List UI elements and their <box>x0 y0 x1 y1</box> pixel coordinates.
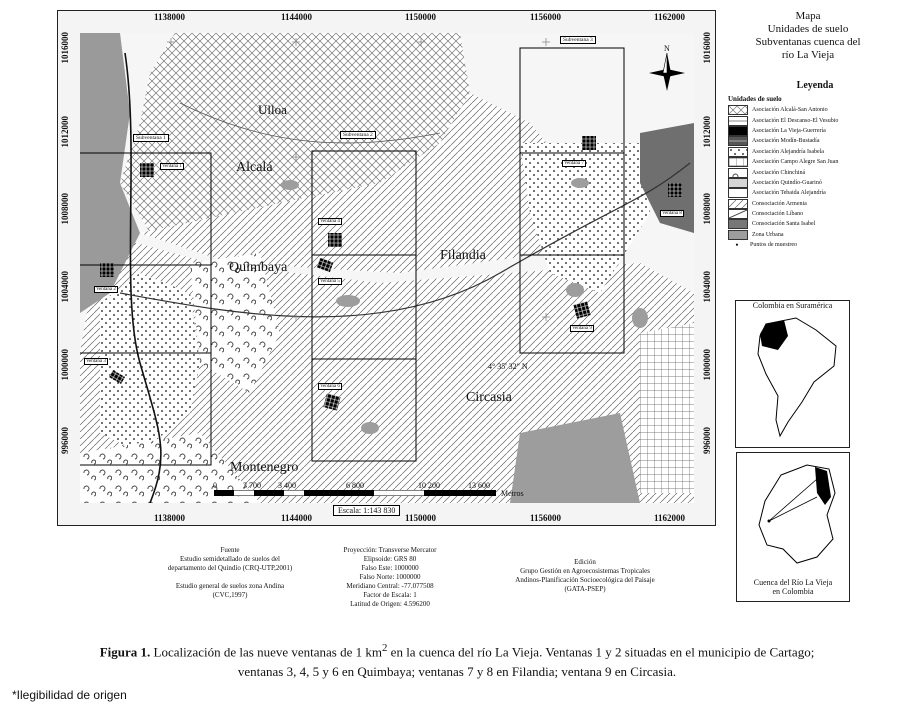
top-tick: 1138000 <box>154 12 186 22</box>
left-tick: 1004000 <box>60 271 70 303</box>
scale-unit: Metros <box>501 489 524 498</box>
top-tick: 1162000 <box>654 12 686 22</box>
figure-caption <box>0 638 914 682</box>
legend-label: Consociación Armenia <box>752 200 807 207</box>
south-america-map <box>736 310 847 440</box>
legend-label: Asociación Tebaida Alejandría <box>752 190 826 197</box>
legend <box>726 80 904 290</box>
window-label: Ventana 3 <box>86 359 106 364</box>
sampling-point-icon: • <box>735 240 739 251</box>
bottom-tick: 1150000 <box>405 513 437 523</box>
window-label: Ventana 2 <box>96 287 116 292</box>
legend-label: Asociación Modín-Bustadía <box>752 138 820 145</box>
place-label: Filandia <box>440 248 486 263</box>
caption-text: en la cuenca del río La Vieja. Ventanas 1 y 2 situadas en el municipio de Cartago; <box>387 644 815 660</box>
legend-label: Zona Urbana <box>752 231 784 238</box>
projection-note: Proyección: Transverse Mercator Elipsoide: GRS 80 Falso Este: 1000000 Falso Norte: 1000000 Meridiano Central: -77.077508 Factor de Escala: 1 Latitud de Origen: 4.596200 <box>343 546 437 608</box>
legend-label: Asociación Chinchiná <box>752 169 806 176</box>
legend-item <box>726 115 904 125</box>
legend-item <box>726 230 904 240</box>
caption-text: ventanas 3, 4, 5 y 6 en Quimbaya; ventanas 7 y 8 en Filandia; ventana 9 en Circasia. <box>237 664 677 680</box>
colombia-map <box>737 453 847 573</box>
legend-label: Consociación Santa Isabel <box>752 221 816 228</box>
legend-label: Asociación El Descanso-El Vesubio <box>752 117 839 124</box>
window-label: Ventana 8 <box>662 211 682 216</box>
right-tick: 1004000 <box>702 271 712 303</box>
right-tick: 1012000 <box>702 116 712 148</box>
coordinate-label: 4° 35' 32" N <box>488 362 528 371</box>
top-tick: 1156000 <box>530 12 562 22</box>
left-tick: 1000000 <box>60 349 70 381</box>
legend-item <box>726 147 904 157</box>
legend-item <box>726 157 904 167</box>
inset-colombia <box>736 452 850 602</box>
subwindow-label: Subventana 3 <box>560 36 596 44</box>
place-label: Quimbaya <box>229 260 288 275</box>
scale-ratio: Escala: 1:143 830 <box>333 505 400 516</box>
legend-label: Consociación Líbano <box>752 211 804 218</box>
scale-tick: 0 <box>213 481 217 490</box>
north-label: N <box>664 44 670 53</box>
legend-item <box>726 178 904 188</box>
soil-map <box>80 33 694 503</box>
right-tick: 1016000 <box>702 32 712 64</box>
scale-tick: 3 700 <box>243 481 261 490</box>
left-tick: 1012000 <box>60 116 70 148</box>
left-tick: 1008000 <box>60 193 70 225</box>
legend-item <box>726 240 904 250</box>
legend-item <box>726 209 904 219</box>
legend-item <box>726 126 904 136</box>
window-label: Ventana 6 <box>320 384 340 389</box>
edition-note: Edición Grupo Gestión en Agroecosistemas Tropicales Andinos-Planificación Socioecológica del Paisaje (GATA-PSEP) <box>515 558 655 593</box>
legend-item <box>726 188 904 198</box>
legend-item <box>726 136 904 146</box>
map-title-text: Mapa Unidades de suelo Subventanas cuenca del río La Vieja <box>755 10 861 61</box>
legend-label: Asociación La Vieja-Guerrería <box>752 127 826 134</box>
bottom-tick: 1144000 <box>281 513 313 523</box>
legend-item <box>726 167 904 177</box>
place-label: Alcalá <box>236 160 273 175</box>
legend-item <box>726 219 904 229</box>
subwindow-label: Subventana 1 <box>133 134 169 142</box>
window-label: Ventana 4 <box>320 219 340 224</box>
scale-tick: 3 400 <box>278 481 296 490</box>
map-title <box>728 10 888 62</box>
window-label: Ventana 7 <box>564 161 584 166</box>
scale-tick: 10 200 <box>418 481 440 490</box>
bottom-tick: 1162000 <box>654 513 686 523</box>
source-note: Fuente Estudio semidetallado de suelos del departamento del Quindío (CRQ-UTP,2001) Estudio general de suelos zona Andina (CVC,1997) <box>167 546 293 599</box>
window-label: Ventana 9 <box>572 326 592 331</box>
top-tick: 1150000 <box>405 12 437 22</box>
place-label: Circasia <box>466 390 512 405</box>
top-tick: 1144000 <box>281 12 313 22</box>
left-tick: 1016000 <box>60 32 70 64</box>
legend-title: Leyenda <box>796 80 834 91</box>
bottom-tick: 1156000 <box>530 513 562 523</box>
scale-tick: 6 800 <box>346 481 364 490</box>
place-label: Montenegro <box>230 460 299 475</box>
legend-label: Asociación Alejandría Isabela <box>752 148 824 155</box>
caption-text: Localización de las nueve ventanas de 1 km <box>153 644 382 660</box>
legend-label: Asociación Alcalá-San Antonio <box>752 107 828 114</box>
window-label: Ventana 5 <box>320 279 340 284</box>
legend-item <box>726 199 904 209</box>
inset-title: Cuenca del Río La Vieja en Colombia <box>753 578 833 596</box>
scale-tick: 13 600 <box>468 481 490 490</box>
caption-label: Figura 1. <box>99 644 151 660</box>
subwindow-label: Subventana 2 <box>340 131 376 139</box>
legend-subtitle: Unidades de suelo <box>728 95 782 103</box>
legend-label: Asociación Campo Alegre San Juan <box>752 159 839 166</box>
bottom-tick: 1138000 <box>154 513 186 523</box>
right-tick: 1008000 <box>702 193 712 225</box>
caption-superscript: 2 <box>382 642 388 654</box>
legend-label: Asociación Quindío-Guarinó <box>752 179 822 186</box>
right-tick: 1000000 <box>702 349 712 381</box>
inset-south-america <box>735 300 850 448</box>
left-tick: 996000 <box>60 427 70 454</box>
window-label: Ventana 1 <box>162 164 182 169</box>
legend-item <box>726 105 904 115</box>
right-tick: 996000 <box>702 427 712 454</box>
inset-title: Colombia en Suramérica <box>752 301 833 310</box>
legend-label: Puntos de muestreo <box>750 242 797 249</box>
place-label: Ulloa <box>258 102 287 117</box>
legibility-note: *Ilegibilidad de origen <box>12 688 127 702</box>
